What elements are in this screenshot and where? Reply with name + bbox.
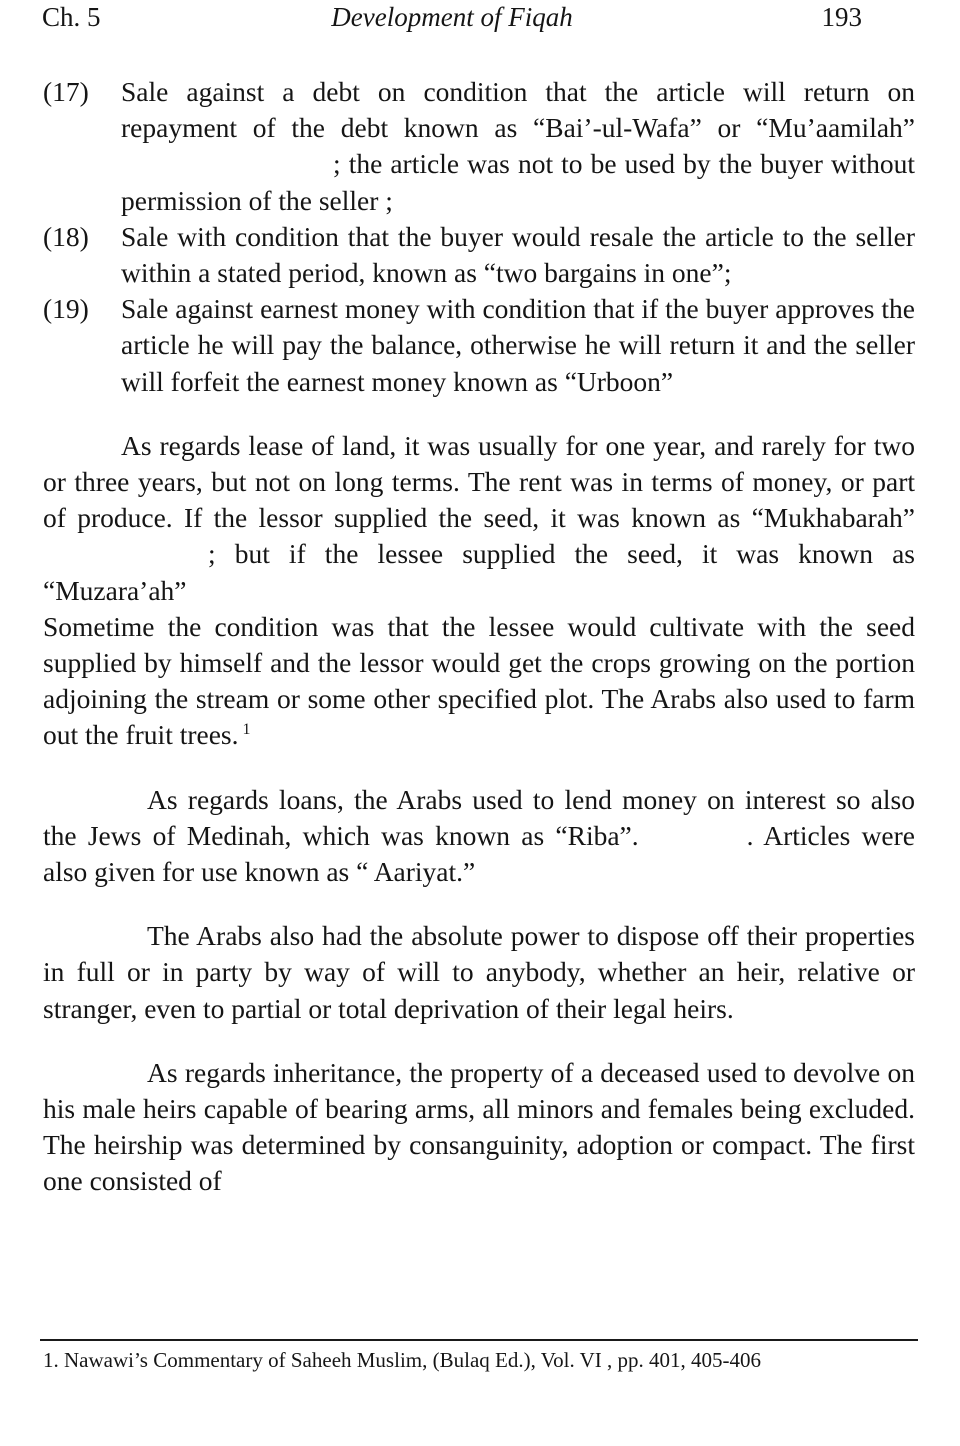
paragraph-sometime <box>43 609 915 754</box>
list-item-text: Sale with condition that the buyer would resale the article to the seller within a stated period, known as “two bargains in one”; <box>121 220 915 289</box>
list-item-number: (18) <box>43 220 89 252</box>
page-body <box>43 74 915 1200</box>
paragraph-text: As regards lease of land, it was usually for one year, and rarely for two or three years, but not on long terms. The rent was in terms of money, or part of produce. If the lessor supplied the seed, it was known as “Mukhabarah” <box>43 429 915 534</box>
list-item <box>43 74 915 219</box>
paragraph-text: As regards inheritance, the property of a deceased used to devolve on his male heirs capable of bearing arms, all minors and females being excluded. The heirship was determined by consanguinity, adoption or compact. The first one consisted of <box>43 1056 915 1197</box>
paragraph-text: As regards loans, the Arabs used to lend money on interest so also the Jews of Medinah, which was known as “Riba”. <box>43 783 915 851</box>
running-title: Development of Fiqah <box>331 2 573 32</box>
paragraph-lease <box>43 428 915 609</box>
list-item <box>43 219 915 291</box>
list-item-text: Sale against a debt on condition that the article will return on repayment of the debt known as “Bai’-ul-Wafa” or “Mu’aamilah” <box>121 76 915 144</box>
page-number: 193 <box>821 2 862 32</box>
paragraph-text: Sometime the condition was that the lessee would cultivate with the seed supplied by himself and the lessor would get the crops growing on the portion adjoining the stream or some other specified plot. The Arabs also used to farm out the fruit trees. <box>43 610 915 751</box>
list-item-number: (19) <box>43 293 89 325</box>
paragraph-text: ; but if the lessee supplied the seed, it was known as “Muzara’ah” <box>43 538 915 606</box>
footnote-divider <box>40 1339 918 1341</box>
footnote-reference: 1 <box>242 721 251 739</box>
footnote <box>43 1345 915 1375</box>
page-header <box>42 2 862 38</box>
chapter-label: Ch. 5 <box>42 2 101 32</box>
list-item-text: ; the article was not to be used by the buyer without permission of the seller ; <box>121 148 915 216</box>
paragraph-loans <box>43 782 915 891</box>
paragraph-text: The Arabs also had the absolute power to dispose off their properties in full or in party by way of will to anybody, whether an heir, relative or stranger, even to partial or total deprivation of their legal heirs. <box>43 920 915 1024</box>
paragraph-inheritance <box>43 1055 915 1200</box>
paragraph-text: . Articles were also given for use known as “ Aariyat.” <box>43 819 915 888</box>
list-item <box>43 291 915 400</box>
list-item-text: Sale against earnest money with condition that if the buyer approves the article he will pay the balance, otherwise he will return it and the seller will forfeit the earnest money known as “Urboon” <box>121 293 915 397</box>
paragraph-will <box>43 918 915 1027</box>
list-item-number: (17) <box>43 76 89 107</box>
footnote-text: 1. Nawawi’s Commentary of Saheeh Muslim, (Bulaq Ed.), Vol. VI , pp. 401, 405-406 <box>43 1348 762 1372</box>
